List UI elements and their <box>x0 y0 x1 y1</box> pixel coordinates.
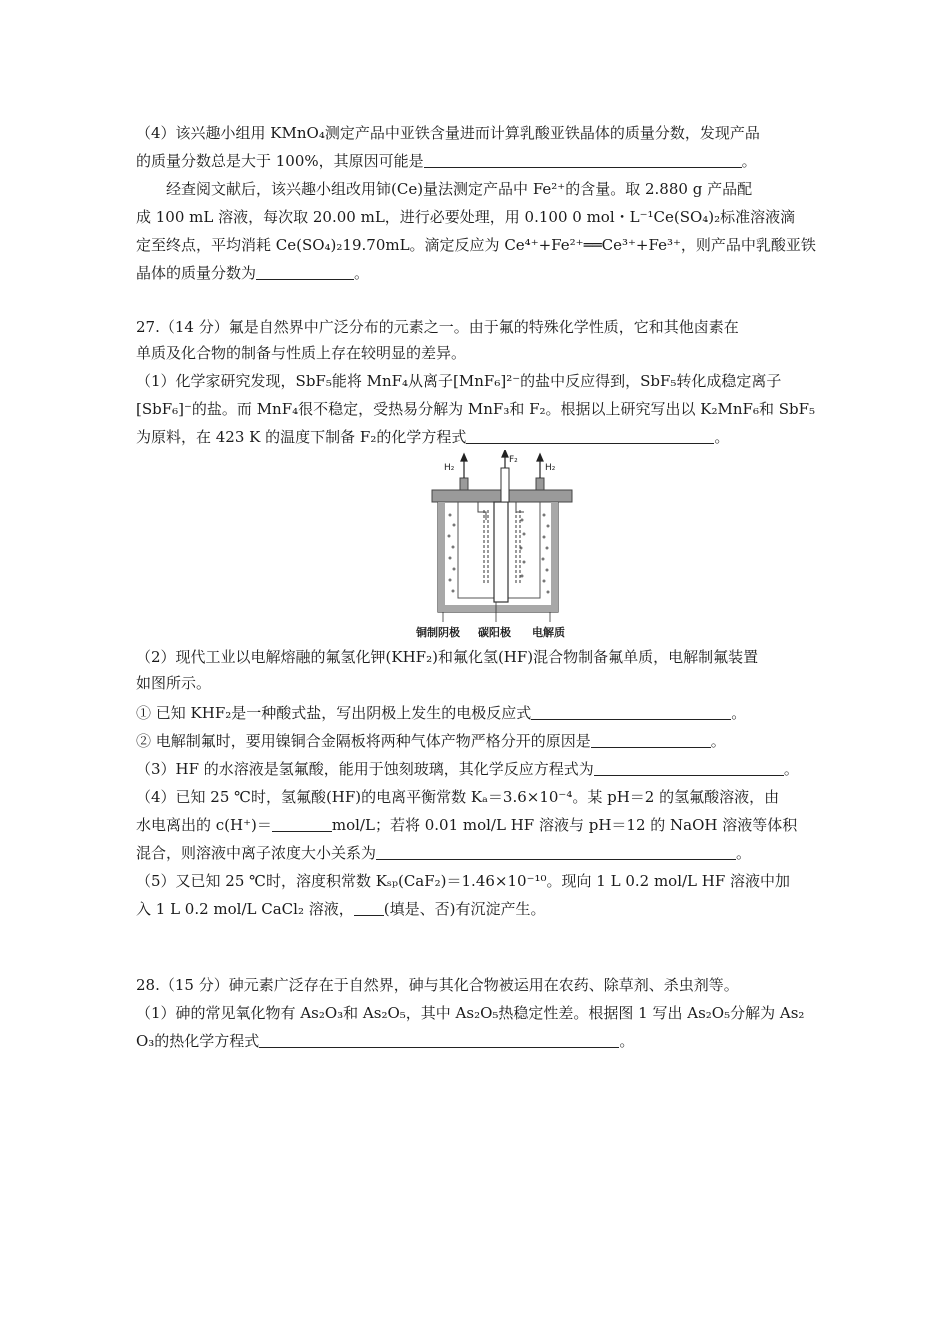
answer-blank[interactable] <box>272 816 332 832</box>
answer-blank[interactable] <box>376 844 736 860</box>
h2-right-label: H₂ <box>545 463 556 473</box>
q26-4-line2-text: 的质量分数总是大于 100%，其原因可能是 <box>136 152 424 170</box>
q28-1-line1: （1）砷的常见氧化物有 As₂O₃和 As₂O₅，其中 As₂O₅热稳定性差。根据图 1 写出 As₂O₅分解为 As₂ <box>136 1004 805 1022</box>
electrolyte-label: 电解质 <box>532 626 565 639</box>
q27-5-line2-rest: (填是、否)有沉淀产生。 <box>383 900 546 918</box>
end-mark: 。 <box>741 152 757 170</box>
answer-blank[interactable] <box>424 152 742 168</box>
f2-label: F₂ <box>509 455 518 465</box>
q26-4-line5: 定至终点，平均消耗 Ce(SO₄)₂19.70mL。滴定反应为 Ce⁴⁺+Fe²⁺══Ce³⁺+Fe³⁺，则产品中乳酸亚铁 <box>136 236 816 254</box>
answer-blank[interactable] <box>256 264 354 280</box>
q27-5-line2-text: 入 1 L 0.2 mol/L CaCl₂ 溶液， <box>136 900 354 918</box>
end-mark: 。 <box>714 428 730 446</box>
q27-2-sub2 <box>136 730 726 752</box>
q27-5-line1: （5）又已知 25 ℃时，溶度积常数 Kₛₚ(CaF₂)＝1.46×10⁻¹⁰。现向 1 L 0.2 mol/L HF 溶液中加 <box>136 872 791 890</box>
q27-5-line2 <box>136 898 545 920</box>
q26-4-line4: 成 100 mL 溶液，每次取 20.00 mL，进行必要处理，用 0.100 0 mol・L⁻¹Ce(SO₄)₂标准溶液滴 <box>136 208 796 226</box>
q27-4-line2 <box>136 814 797 836</box>
q27-2-sub2-text: ② 电解制氟时，要用镍铜合金隔板将两种气体产物严格分开的原因是 <box>136 732 591 750</box>
end-mark: 。 <box>354 264 370 282</box>
end-mark: 。 <box>783 760 799 778</box>
q26-4-line6-text: 晶体的质量分数为 <box>136 264 257 282</box>
q27-4-line3 <box>136 842 751 864</box>
q27-3-line <box>136 758 799 780</box>
q27-2-sub1-text: ① 已知 KHF₂是一种酸式盐，写出阴极上发生的电极反应式 <box>136 704 532 722</box>
electrolysis-cell-diagram <box>408 450 588 645</box>
answer-blank[interactable] <box>466 428 714 444</box>
end-mark: 。 <box>619 1032 635 1050</box>
q27-heading: 27.（14 分）氟是自然界中广泛分布的元素之一。由于氟的特殊化学性质，它和其他卤素在 <box>136 318 739 336</box>
q27-1-line3 <box>136 426 729 448</box>
end-mark: 。 <box>710 732 726 750</box>
answer-blank[interactable] <box>354 900 384 916</box>
anode-label: 碳阳极 <box>478 626 511 639</box>
answer-blank[interactable] <box>591 732 711 748</box>
q27-2-line1: （2）现代工业以电解熔融的氟氢化钾(KHF₂)和氟化氢(HF)混合物制备氟单质，电解制氟装置 <box>136 648 759 666</box>
q27-4-line2-text: 水电离出的 c(H⁺)＝ <box>136 816 272 834</box>
q27-heading-line2: 单质及化合物的制备与性质上存在较明显的差异。 <box>136 344 467 362</box>
q26-4-line1: （4）该兴趣小组用 KMnO₄测定产品中亚铁含量进而计算乳酸亚铁晶体的质量分数，发现产品 <box>136 124 760 142</box>
q27-2-sub1 <box>136 702 746 724</box>
q26-4-line2 <box>136 150 757 172</box>
q28-1-line2 <box>136 1030 634 1052</box>
end-mark: 。 <box>731 704 747 722</box>
cathode-label: 铜制阴极 <box>416 626 460 639</box>
answer-blank[interactable] <box>259 1032 619 1048</box>
answer-blank[interactable] <box>594 760 784 776</box>
q27-2-line2: 如图所示。 <box>136 674 212 692</box>
q26-4-line6 <box>136 262 369 284</box>
h2-left-label: H₂ <box>444 463 455 473</box>
q27-1-line2: [SbF₆]⁻的盐。而 MnF₄很不稳定，受热易分解为 MnF₃和 F₂。根据以上研究写出以 K₂MnF₆和 SbF₅ <box>136 400 816 418</box>
q27-3-text: （3）HF 的水溶液是氢氟酸，能用于蚀刻玻璃，其化学反应方程式为 <box>136 760 594 778</box>
q27-4-line1: （4）已知 25 ℃时，氢氟酸(HF)的电离平衡常数 Kₐ＝3.6×10⁻⁴。某 pH＝2 的氢氟酸溶液，由 <box>136 788 780 806</box>
q28-1-line2-text: O₃的热化学方程式 <box>136 1032 260 1050</box>
q27-1-line3-text: 为原料，在 423 K 的温度下制备 F₂的化学方程式 <box>136 428 467 446</box>
answer-blank[interactable] <box>531 704 731 720</box>
q27-4-line2-rest: mol/L；若将 0.01 mol/L HF 溶液与 pH＝12 的 NaOH 溶液等体积 <box>331 816 798 834</box>
q26-4-line3: 经查阅文献后，该兴趣小组改用铈(Ce)量法测定产品中 Fe²⁺的含量。取 2.880 g 产品配 <box>166 180 753 198</box>
end-mark: 。 <box>736 844 752 862</box>
q27-1-line1: （1）化学家研究发现，SbF₅能将 MnF₄从离子[MnF₆]²⁻的盐中反应得到，SbF₅转化成稳定离子 <box>136 372 782 390</box>
q27-4-line3-text: 混合，则溶液中离子浓度大小关系为 <box>136 844 377 862</box>
q28-heading: 28.（15 分）砷元素广泛存在于自然界，砷与其化合物被运用在农药、除草剂、杀虫剂等。 <box>136 976 739 994</box>
